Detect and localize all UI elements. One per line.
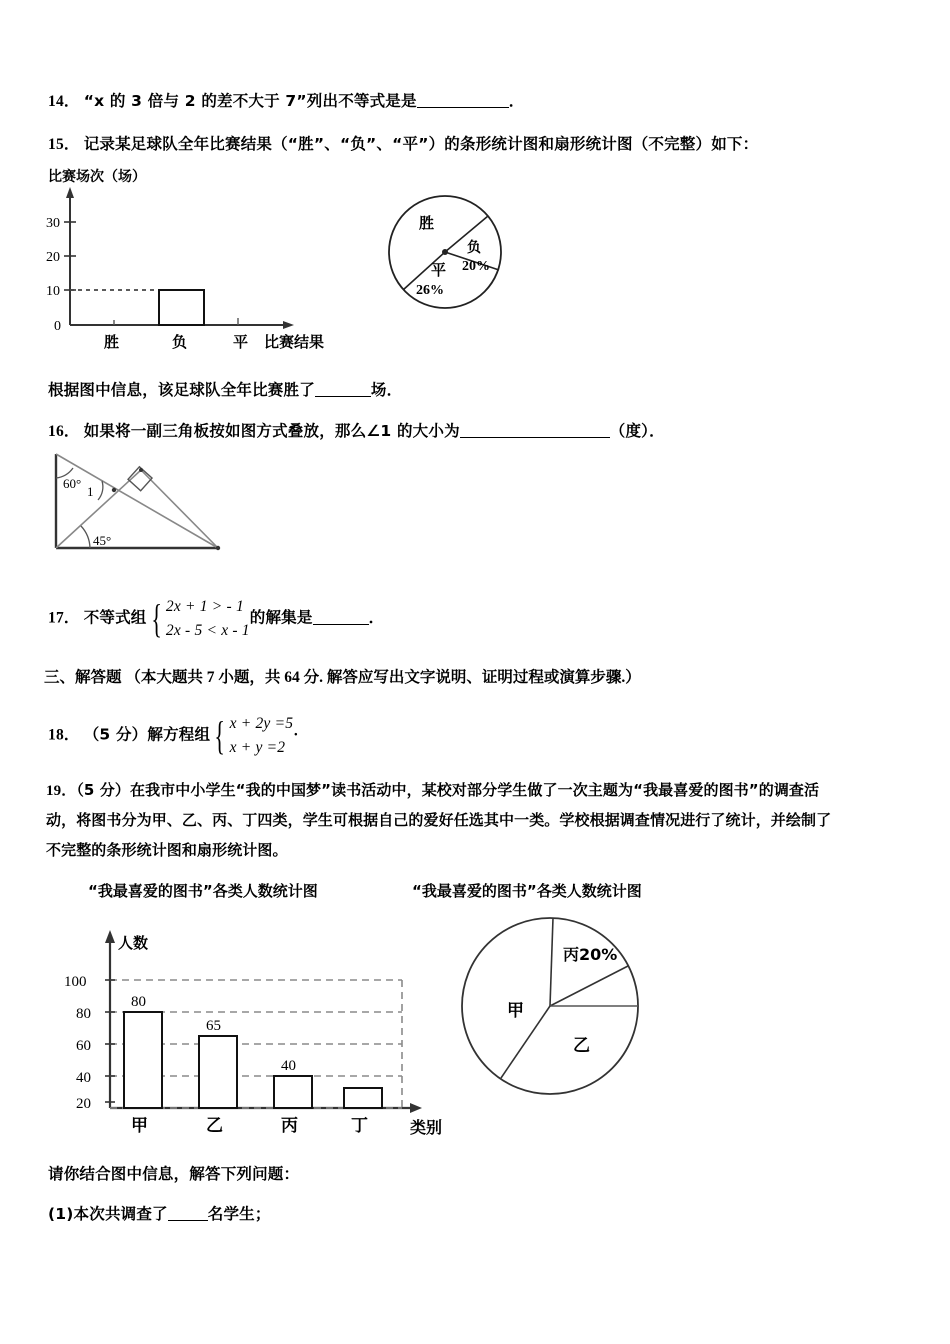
q15-bar-ylabel: 比赛场次（场） xyxy=(48,169,146,185)
question-14-number: 14． xyxy=(48,93,80,110)
q19-bar-chart-title: “我最喜爱的图书”各类人数统计图 xyxy=(88,882,318,900)
q19-cat-ding: 丁 xyxy=(351,1116,368,1136)
question-18-label: 解方程组 xyxy=(147,725,211,744)
question-17-period: ． xyxy=(368,609,385,627)
q15-cat-win: 胜 xyxy=(104,333,120,351)
question-19-number: 19． xyxy=(46,783,77,799)
q16-angle-45-label: 45° xyxy=(93,533,112,548)
question-19-prompt-text: 请你结合图中信息，解答下列问题： xyxy=(48,1165,300,1183)
question-17-system xyxy=(147,595,250,643)
q15-pie-pct-draw: 26% xyxy=(416,283,444,298)
question-18-number: 18． xyxy=(48,726,80,744)
question-16-suffix: （度）． xyxy=(609,422,665,440)
question-19-prompt xyxy=(48,1163,299,1186)
section-3-heading: 三、解答题 （本大题共 7 小题，共 64 分. 解答应写出文字说明、证明过程或演算步骤.） xyxy=(44,669,641,686)
question-19-line3: 不完整的条形统计图和扇形统计图。 xyxy=(46,840,288,859)
question-15-followup xyxy=(48,379,402,402)
q15-pie-label-draw: 平 xyxy=(431,261,447,279)
question-16-text: 如果将一副三角板按如图方式叠放，那么∠1 的大小为 xyxy=(83,422,460,440)
question-15-text: 记录某足球队全年比赛结果（“胜”、“负”、“平”）的条形统计图和扇形统计图（不完整）如下： xyxy=(83,135,759,153)
question-16-answer-blank[interactable] xyxy=(460,437,610,438)
q19-ytick-20: 20 xyxy=(76,1096,91,1112)
question-19-sub1-blank[interactable] xyxy=(168,1220,208,1221)
left-brace-icon: { xyxy=(150,596,162,642)
q19-ytick-80: 80 xyxy=(76,1006,91,1022)
q15-pie-pct-lose: 20% xyxy=(462,259,490,274)
question-14 xyxy=(48,90,524,113)
question-17 xyxy=(48,595,384,643)
question-17-eq2: 2x - 5 < x - 1 xyxy=(165,622,250,640)
q16-angle-1-label: 1 xyxy=(87,484,94,499)
q19-bar-chart xyxy=(62,918,462,1143)
q15-bar-chart xyxy=(46,165,376,350)
question-15-answer-blank[interactable] xyxy=(315,396,371,397)
question-19-line2: 动，将图书分为甲、乙、丙、丁四类，学生可根据自己的爱好任选其中一类。学校根据调查情况进行了统计，并绘制了 xyxy=(46,811,832,830)
q15-ytick-0: 0 xyxy=(54,319,61,334)
question-18-system xyxy=(210,712,293,760)
q19-cat-yi: 乙 xyxy=(206,1116,223,1136)
q19-pie-label-yi: 乙 xyxy=(573,1036,590,1056)
q16-angle-60-label: 60° xyxy=(63,476,82,491)
question-19-body xyxy=(46,776,926,865)
question-15 xyxy=(48,133,758,156)
question-15-followup-text: 根据图中信息，该足球队全年比赛胜了 xyxy=(48,381,315,399)
question-16-number: 16． xyxy=(48,423,80,440)
question-19-sub1-text: (1)本次共调查了 xyxy=(48,1205,168,1223)
q19-bar-value-yi: 65 xyxy=(206,1018,221,1034)
q19-pie-chart-title: “我最喜爱的图书”各类人数统计图 xyxy=(412,882,642,900)
q15-bar-xlabel: 比赛结果 xyxy=(264,333,325,351)
question-19-sub1 xyxy=(48,1203,271,1226)
q15-pie-label-lose: 负 xyxy=(467,240,481,256)
q15-cat-lose: 负 xyxy=(172,333,188,351)
question-18-eq1: x + 2y =5 xyxy=(229,715,294,732)
question-16 xyxy=(48,420,665,443)
q19-pie-chart xyxy=(455,908,660,1108)
q15-ytick-20: 20 xyxy=(46,250,60,265)
question-19-sub1-suffix: 名学生； xyxy=(207,1205,271,1223)
question-14-period: ． xyxy=(508,93,525,110)
question-17-number: 17． xyxy=(48,609,80,627)
question-18 xyxy=(48,712,299,760)
q15-pie-label-win: 胜 xyxy=(419,214,435,232)
q19-pie-label-bing: 丙20% xyxy=(563,945,618,964)
left-brace-icon: { xyxy=(214,713,226,759)
question-18-eq2: x + y =2 xyxy=(229,739,286,757)
q15-cat-draw: 平 xyxy=(233,333,249,351)
question-18-trailing: · xyxy=(293,726,299,744)
q19-bar-value-bing: 40 xyxy=(281,1058,296,1074)
q15-pie-chart xyxy=(383,190,523,325)
q19-pie-label-jia: 甲 xyxy=(507,1001,524,1021)
question-19-points: （5 分） xyxy=(76,781,130,799)
question-17-eq1: 2x + 1 > - 1 xyxy=(165,598,244,615)
question-17-answer-blank[interactable] xyxy=(313,624,369,625)
q15-ytick-10: 10 xyxy=(46,284,60,299)
q19-ytick-40: 40 xyxy=(76,1070,91,1086)
question-15-followup-suffix: 场． xyxy=(370,381,403,399)
question-19-line1: 在我市中小学生“我的中国梦”读书活动中，某校对部分学生做了一次主题为“我最喜爱的图书”的调查活 xyxy=(129,781,820,799)
question-18-points: （5 分） xyxy=(83,725,148,744)
q15-ytick-30: 30 xyxy=(46,216,60,231)
q19-bar-value-jia: 80 xyxy=(131,994,146,1010)
question-14-text: “x 的 3 倍与 2 的差不大于 7”列出不等式是是 xyxy=(83,92,417,110)
q19-bar-xlabel: 类别 xyxy=(410,1118,443,1137)
question-17-label: 不等式组 xyxy=(83,608,147,627)
q19-bar-ylabel: 人数 xyxy=(118,934,149,952)
question-14-answer-blank[interactable] xyxy=(417,107,509,108)
q19-ytick-60: 60 xyxy=(76,1038,91,1054)
q19-ytick-100: 100 xyxy=(64,974,87,990)
q19-cat-jia: 甲 xyxy=(131,1116,148,1136)
question-17-suffix: 的解集是 xyxy=(249,608,313,627)
q16-triangle-diagram xyxy=(46,448,276,563)
question-15-number: 15． xyxy=(48,136,80,153)
q19-cat-bing: 丙 xyxy=(281,1116,298,1136)
